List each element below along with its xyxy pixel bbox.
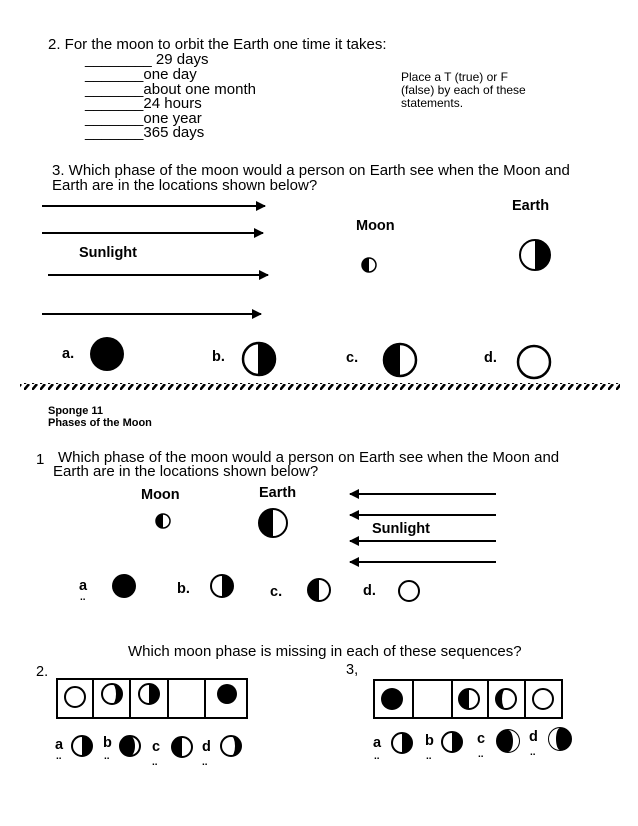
- q1-prompt-line1: Which phase of the moon would a person on Earth see when the Moon and: [58, 449, 560, 466]
- seq3-choice-a: a: [373, 735, 382, 751]
- seq3-dots-c: ..: [478, 749, 484, 760]
- q3-sunlight-arrows: [42, 206, 268, 314]
- seq3-phase-3-icon: [459, 689, 479, 709]
- q1-choice-a-dots: ..: [80, 592, 86, 603]
- q2-option-4: _______24 hours: [85, 95, 202, 112]
- q2-option-1: ________ 29 days: [85, 51, 209, 68]
- seq2-phase-5-icon: [217, 684, 237, 704]
- q2-instruction-1: Place a T (true) or F: [401, 70, 508, 84]
- q3-choice-d: d.: [484, 350, 497, 366]
- sequences-prompt: Which moon phase is missing in each of these sequences?: [128, 643, 522, 660]
- q1-moon-label: Moon: [141, 487, 180, 503]
- seq3-choice-c: c: [477, 731, 486, 747]
- seq3-choice-d: d: [529, 729, 538, 745]
- q2-option-6: _______365 days: [85, 124, 205, 141]
- q1-sunlight-arrows: [350, 494, 496, 562]
- q3-choice-c: c.: [346, 350, 359, 366]
- q2-instruction-3: statements.: [401, 96, 464, 110]
- seq2-choice-a: a: [55, 737, 64, 753]
- seq2-dots-d: ..: [202, 757, 208, 768]
- q1-number: 1: [36, 451, 45, 468]
- q3-sunlight-label: Sunlight: [79, 245, 137, 261]
- q3-choice-b-icon: [243, 343, 275, 375]
- seq2-dots-b: ..: [104, 751, 110, 762]
- seq2-dots-c: ..: [152, 757, 158, 768]
- sponge-title-line1: Sponge 11: [48, 405, 104, 417]
- q3-earth-label: Earth: [512, 198, 550, 214]
- q3-prompt-line2: Earth are in the locations shown below?: [52, 177, 318, 194]
- q2-prompt: 2. For the moon to orbit the Earth one time it takes:: [48, 36, 387, 53]
- q2-option-2: _______one day: [85, 66, 197, 83]
- seq2-choice-d: d: [202, 739, 211, 755]
- q1-moon-icon: [156, 514, 170, 528]
- section-divider: [20, 383, 620, 390]
- q3-choice-a: a.: [62, 346, 75, 362]
- seq2-phase-3-icon: [139, 684, 159, 704]
- seq3-phase-1-icon: [381, 688, 403, 710]
- seq3-dots-a: ..: [374, 751, 380, 762]
- seq2-choice-d-icon: [221, 736, 241, 756]
- seq3-phase-5-icon: [533, 689, 553, 709]
- q3-earth-icon: [520, 240, 550, 270]
- q3-choice-a-icon: [90, 337, 124, 371]
- seq2-phase-1-icon: [65, 687, 85, 707]
- seq2-number: 2.: [36, 664, 49, 680]
- seq2-dots-a: ..: [56, 751, 62, 762]
- seq2-phase-2-icon: [102, 684, 122, 704]
- q1-choice-c-icon: [308, 579, 330, 601]
- q1-choice-d-icon: [399, 581, 419, 601]
- seq3-dots-d: ..: [530, 747, 536, 758]
- q1-earth-label: Earth: [259, 485, 297, 501]
- q3-prompt-line1: 3. Which phase of the moon would a person on Earth see when the Moon and: [52, 162, 570, 179]
- q3-moon-label: Moon: [356, 218, 395, 234]
- q3-choice-b: b.: [212, 349, 225, 365]
- q3-choice-d-icon: [518, 346, 550, 378]
- seq3-number: 3,: [346, 662, 359, 678]
- seq2-choice-a-icon: [72, 736, 92, 756]
- q1-prompt-line2: Earth are in the locations shown below?: [53, 463, 319, 480]
- sponge-title-line2: Phases of the Moon: [48, 417, 152, 429]
- q3-moon-icon: [362, 258, 376, 272]
- seq3-choice-a-icon: [392, 733, 412, 753]
- q1-choice-c: c.: [270, 584, 283, 600]
- q1-earth-icon: [259, 509, 287, 537]
- seq2-choice-b: b: [103, 735, 112, 751]
- seq3-dots-b: ..: [426, 751, 432, 762]
- seq3-choice-b-icon: [442, 732, 462, 752]
- q1-choice-a-icon: [112, 574, 136, 598]
- seq3-choice-b: b: [425, 733, 434, 749]
- q1-choice-a: a: [79, 578, 88, 594]
- seq3-phase-4-icon: [496, 689, 516, 709]
- seq2-choice-b-icon: [120, 736, 140, 756]
- q3-choice-c-icon: [384, 344, 416, 376]
- q1-choice-b-icon: [211, 575, 233, 597]
- seq2-choice-c: c: [152, 739, 161, 755]
- q1-choice-d: d.: [363, 583, 376, 599]
- q1-sunlight-label: Sunlight: [372, 521, 430, 537]
- seq3-choice-d-icon: [549, 728, 571, 750]
- q1-choice-b: b.: [177, 581, 190, 597]
- q2-option-3: _______about one month: [85, 81, 256, 98]
- seq3-choice-c-icon: [497, 730, 519, 752]
- seq2-choice-c-icon: [172, 737, 192, 757]
- q2-option-5: _______one year: [85, 110, 202, 127]
- q2-instruction-2: (false) by each of these: [401, 83, 526, 97]
